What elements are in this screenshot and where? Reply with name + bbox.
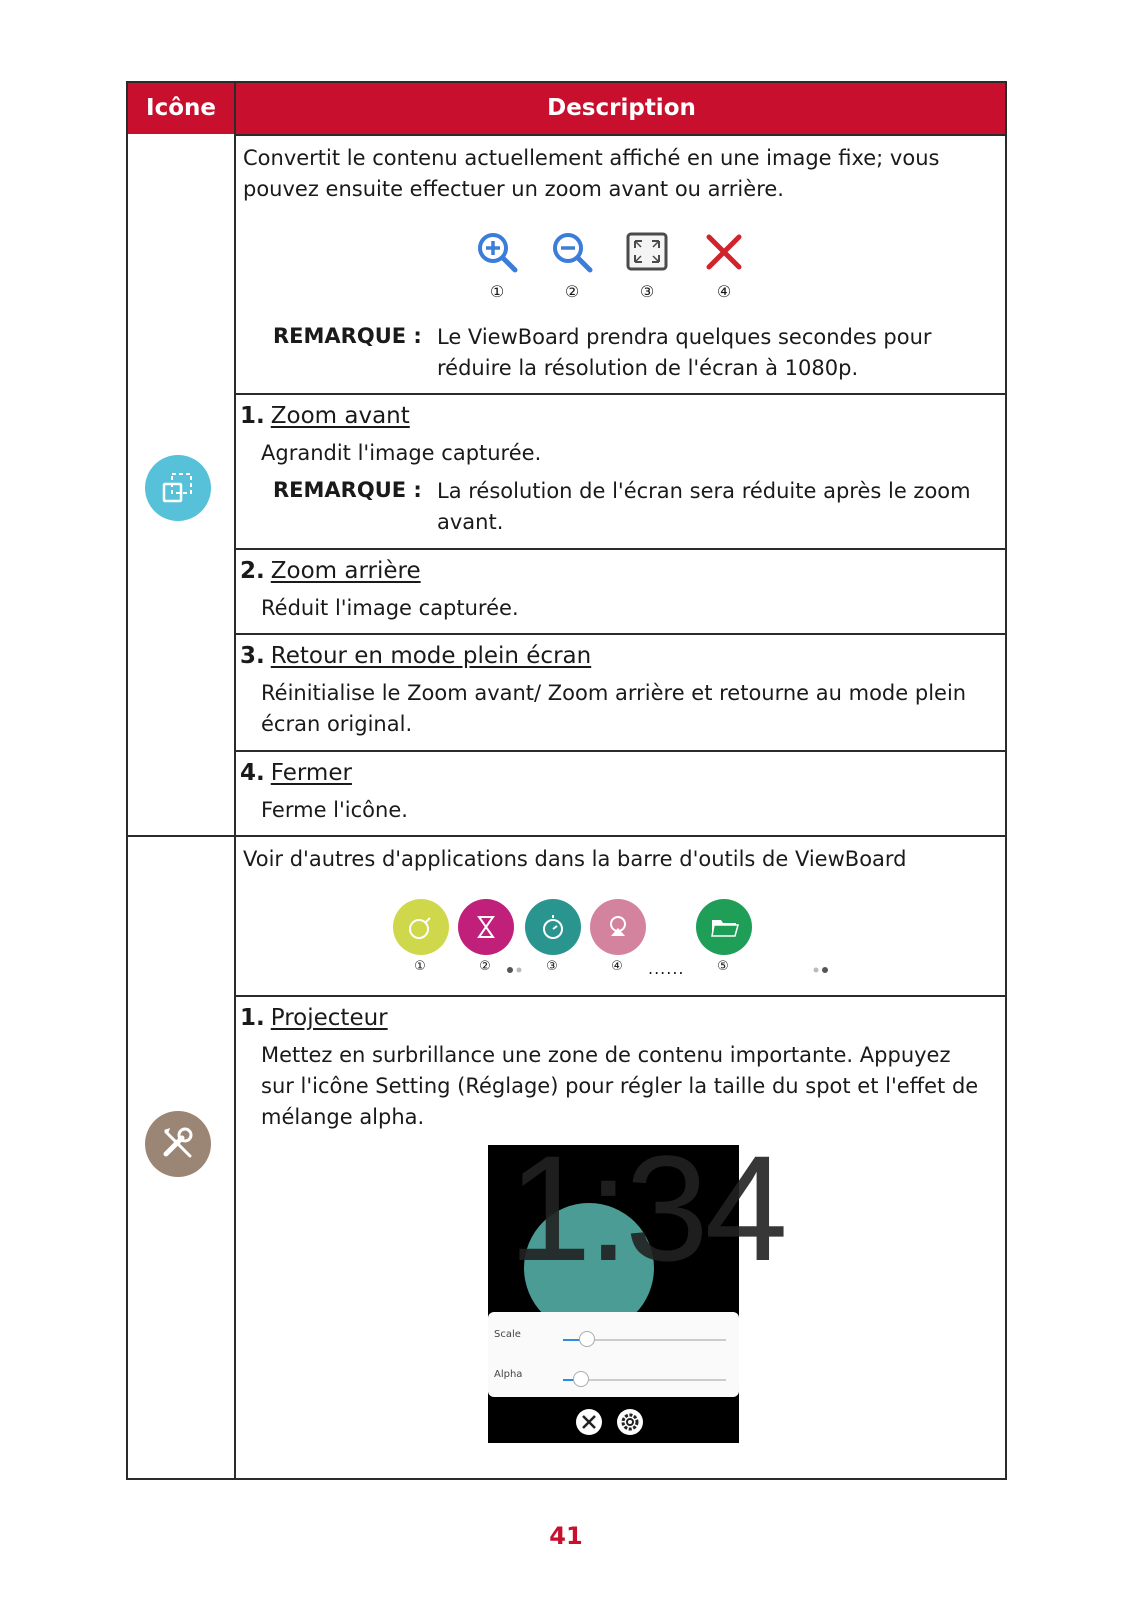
page-dots-icon <box>506 966 526 974</box>
item-number: 2. <box>240 558 265 584</box>
note-label: REMARQUE : <box>273 324 422 348</box>
fullscreen-icon <box>626 232 668 272</box>
note-line1: La résolution de l'écran sera réduite après le zoom <box>437 479 971 503</box>
close-icon[interactable] <box>575 1408 603 1436</box>
app-number: ② <box>479 959 491 974</box>
item-number: 1. <box>240 403 265 429</box>
item-number: 4. <box>240 760 265 786</box>
stopwatch-app-icon <box>524 898 582 956</box>
note-line2: avant. <box>437 510 504 534</box>
app-number: ④ <box>611 959 623 974</box>
hourglass-app-icon <box>457 898 515 956</box>
item-title: Zoom arrière <box>270 558 421 584</box>
item-title: Fermer <box>270 760 352 786</box>
clock-text: 1:34 <box>508 1124 784 1292</box>
icon-number: ② <box>564 282 580 301</box>
freeze-intro-line1: Convertit le contenu actuellement affiché en une image fixe; vous <box>243 146 940 170</box>
spotlight-app-icon <box>589 898 647 956</box>
item-description: sur l'icône Setting (Réglage) pour régler la taille du spot et l'effet de <box>261 1074 979 1098</box>
app-number: ① <box>414 959 426 974</box>
item-description: Agrandit l'image capturée. <box>261 441 542 465</box>
item-description: Mettez en surbrillance une zone de contenu importante. Appuyez <box>261 1043 951 1067</box>
item-description: Ferme l'icône. <box>261 798 408 822</box>
item-description: écran original. <box>261 712 413 736</box>
projector-app-icon <box>392 898 450 956</box>
note-label: REMARQUE : <box>273 478 422 502</box>
folder-app-icon <box>695 898 753 956</box>
item-title: Projecteur <box>270 1005 388 1031</box>
item-heading-zoom-in <box>240 401 410 432</box>
projector-screenshot <box>488 1124 784 1443</box>
icon-number: ③ <box>639 282 655 301</box>
section-divider <box>128 835 1007 837</box>
item-heading-fullscreen <box>240 641 591 672</box>
table-header <box>128 83 1005 134</box>
alpha-label: Alpha <box>494 1369 523 1380</box>
scale-label: Scale <box>494 1329 521 1340</box>
column-divider <box>234 83 236 1478</box>
tools-intro: Voir d'autres d'applications dans la barre d'outils de ViewBoard <box>243 847 907 871</box>
gear-icon[interactable] <box>616 1408 644 1436</box>
divider <box>236 750 1007 752</box>
header-description-column: Description <box>547 95 696 121</box>
item-description: Réinitialise le Zoom avant/ Zoom arrière et retourne au mode plein <box>261 681 967 705</box>
feature-table <box>126 81 1007 1480</box>
freeze-tool-icon <box>144 454 212 522</box>
page-number: 41 <box>549 1522 583 1550</box>
app-number: ⑤ <box>717 959 729 974</box>
item-heading-projector <box>240 1003 388 1034</box>
item-heading-zoom-out <box>240 556 421 587</box>
item-title: Retour en mode plein écran <box>270 643 592 669</box>
note-line1: Le ViewBoard prendra quelques secondes pour <box>437 325 932 349</box>
tools-icon <box>144 1110 212 1178</box>
close-icon <box>705 233 743 271</box>
item-description: mélange alpha. <box>261 1105 425 1129</box>
page-dots-icon <box>811 966 831 974</box>
settings-panel <box>488 1312 739 1397</box>
scale-slider-track[interactable] <box>563 1339 726 1341</box>
scale-slider-handle[interactable] <box>579 1331 595 1347</box>
item-title: Zoom avant <box>270 403 410 429</box>
zoom-in-icon <box>476 231 518 273</box>
note-line2: réduire la résolution de l'écran à 1080p. <box>437 356 859 380</box>
ellipsis: ...... <box>648 959 685 978</box>
item-description: Réduit l'image capturée. <box>261 596 519 620</box>
item-number: 3. <box>240 643 265 669</box>
header-icon-column: Icône <box>146 95 216 121</box>
divider <box>236 548 1007 550</box>
alpha-slider-handle[interactable] <box>573 1371 589 1387</box>
zoom-out-icon <box>551 231 593 273</box>
app-number: ③ <box>546 959 558 974</box>
item-number: 1. <box>240 1005 265 1031</box>
item-heading-close <box>240 758 352 789</box>
icon-number: ① <box>489 282 505 301</box>
divider <box>236 995 1007 997</box>
icon-number: ④ <box>716 282 732 301</box>
freeze-intro-line2: pouvez ensuite effectuer un zoom avant ou arrière. <box>243 177 784 201</box>
divider <box>236 134 1007 136</box>
divider <box>236 393 1007 395</box>
alpha-slider-track[interactable] <box>563 1379 726 1381</box>
divider <box>236 633 1007 635</box>
